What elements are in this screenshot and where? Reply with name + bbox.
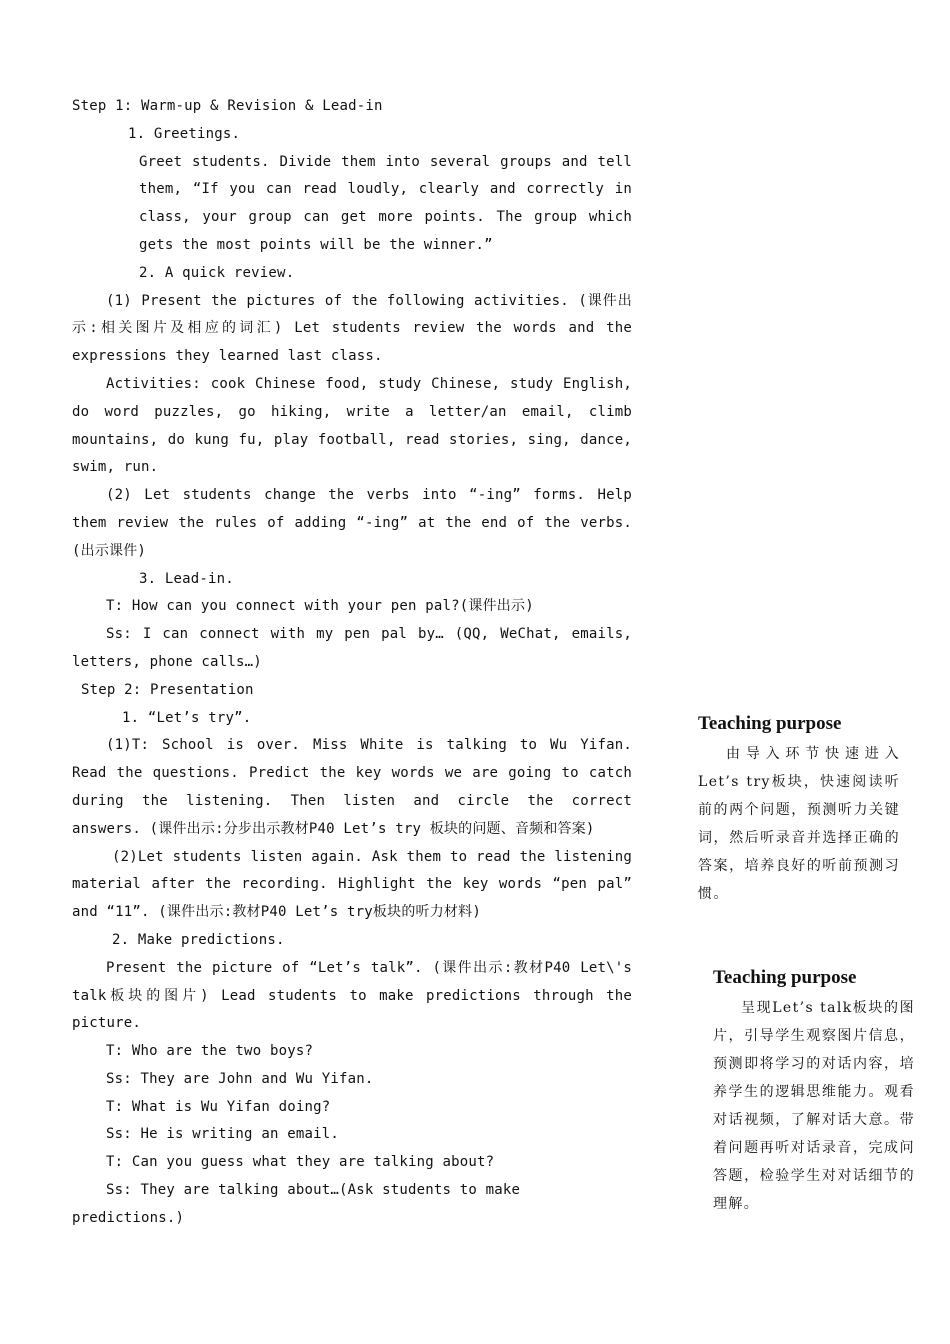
review-step-2: (2) Let students change the verbs into “-ing” forms. Help them review the rules of adding “-ing” at the end of the verbs.(出示课件) bbox=[72, 487, 641, 559]
dialogue-line: Ss: He is writing an email. bbox=[106, 1126, 339, 1143]
lesson-plan-body bbox=[72, 93, 641, 1233]
lets-try-step-1: (1)T: School is over. Miss White is talking to Wu Yifan. Read the questions. Predict the key words we are going to catch during the listening. Then listen and circle the correct answers. (课件出示:分步出示教材P40 Let’s try 板块的问题、音频和答案) bbox=[72, 737, 641, 837]
step2-heading: Step 2: Presentation bbox=[81, 681, 254, 698]
quick-review-heading: 2. A quick review. bbox=[139, 264, 295, 281]
note-title: Teaching purpose bbox=[698, 713, 842, 734]
step1-heading: Step 1: Warm-up & Revision & Lead-in bbox=[72, 98, 383, 114]
teaching-purpose-note bbox=[698, 710, 900, 908]
activities-list: Activities: cook Chinese food, study Chinese, study English, do word puzzles, go hiking, write a letter/an email, climb mountains, do kung fu, play football, read stories, sing, dance, swim, run. bbox=[72, 375, 641, 476]
note-text: 由导入环节快速进入Let’s try板块，快速阅读听前的两个问题，预测听力关键词，然后听录音并选择正确的答案，培养良好的听前预测习惯。 bbox=[698, 746, 900, 902]
teaching-purpose-note bbox=[713, 964, 915, 1218]
lets-try-heading: 1. “Let’s try”. bbox=[122, 709, 252, 726]
dialogue-line: T: How can you connect with your pen pal?(课件出示) bbox=[106, 598, 534, 615]
greetings-heading: 1. Greetings. bbox=[128, 125, 241, 142]
note-title: Teaching purpose bbox=[713, 967, 857, 988]
predictions-text: Present the picture of “Let’s talk”. (课件出示:教材P40 Let\'s talk板块的图片) Lead students to make predictions through the picture. bbox=[72, 959, 641, 1032]
lead-in-heading: 3. Lead-in. bbox=[139, 570, 234, 587]
dialogue-line: Ss: They are talking about…(Ask students to make predictions.) bbox=[72, 1182, 529, 1226]
dialogue-line: Ss: I can connect with my pen pal by… (QQ, WeChat, emails, letters, phone calls…) bbox=[72, 626, 641, 670]
lets-try-step-2: (2)Let students listen again. Ask them to read the listening material after the recording. Highlight the key words “pen pal” and “11”. (课件出示:教材P40 Let’s try板块的听力材料) bbox=[72, 848, 641, 921]
dialogue-line: T: What is Wu Yifan doing? bbox=[106, 1098, 331, 1115]
dialogue-line: Ss: They are John and Wu Yifan. bbox=[106, 1070, 374, 1087]
greetings-text: Greet students. Divide them into several groups and tell them, “If you can read loudly, clearly and correctly in class, your group can get more points. The group which gets the most points will be the winner.” bbox=[139, 153, 641, 253]
review-step-1: (1) Present the pictures of the following activities. (课件出示:相关图片及相应的词汇) Let students review the words and the expressions they learned last class. bbox=[72, 292, 641, 365]
note-text: 呈现Let’s talk板块的图片，引导学生观察图片信息，预测即将学习的对话内容，培养学生的逻辑思维能力。观看对话视频，了解对话大意。带着问题再听对话录音，完成问答题，检验学生对对话细节的理解。 bbox=[713, 1000, 915, 1212]
dialogue-line: T: Who are the two boys? bbox=[106, 1043, 314, 1060]
dialogue-line: T: Can you guess what they are talking about? bbox=[106, 1154, 495, 1171]
predictions-heading: 2. Make predictions. bbox=[112, 931, 285, 948]
